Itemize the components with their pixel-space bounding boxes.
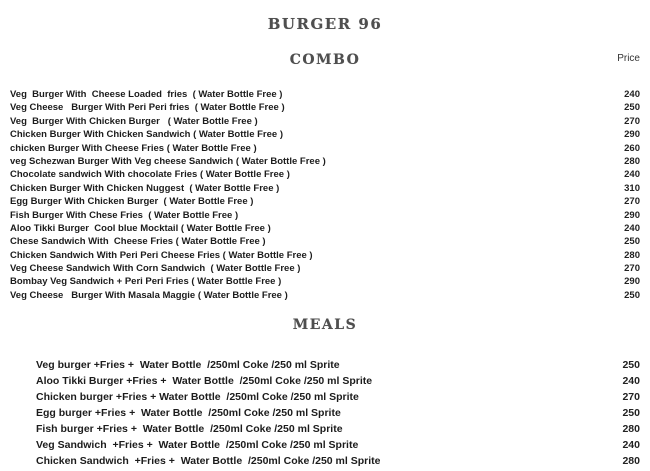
menu-item-name: Chese Sandwich With Cheese Fries ( Water Bottle Free ) <box>10 236 266 248</box>
menu-item-price: 250 <box>624 102 640 114</box>
menu-item-row <box>36 357 640 373</box>
menu-item-price: 280 <box>622 455 640 468</box>
menu-item-price: 280 <box>624 155 640 167</box>
menu-item-row <box>36 405 640 421</box>
menu-item-row <box>10 235 640 248</box>
menu-item-row <box>10 128 640 141</box>
menu-item-name: Egg Burger With Chicken Burger ( Water Bottle Free ) <box>10 196 254 208</box>
menu-item-price: 240 <box>624 89 640 100</box>
combo-item-list <box>0 88 650 302</box>
menu-item-name: Veg Sandwich +Fries + Water Bottle /250ml Coke /250 ml Sprite <box>36 439 359 452</box>
menu-item-row <box>10 262 640 275</box>
menu-item-row <box>36 437 640 453</box>
menu-item-price: 250 <box>622 407 640 420</box>
menu-item-price: 290 <box>624 276 640 288</box>
menu-item-price: 240 <box>622 375 640 388</box>
combo-section-header <box>0 52 650 68</box>
menu-item-name: Fish burger +Fries + Water Bottle /250ml Coke /250 ml Sprite <box>36 423 343 436</box>
menu-item-row <box>10 222 640 235</box>
menu-item-price: 250 <box>624 289 640 301</box>
menu-item-row <box>10 155 640 168</box>
meals-section-heading: MEALS <box>292 317 358 334</box>
page-title: BURGER 96 <box>267 15 383 33</box>
menu-item-price: 260 <box>624 142 640 154</box>
menu-item-row <box>10 289 640 302</box>
menu-item-name: Fish Burger With Chese Fries ( Water Bottle Free ) <box>10 209 239 221</box>
menu-item-price: 270 <box>624 196 640 208</box>
menu-item-row <box>36 453 640 469</box>
menu-item-price: 280 <box>624 249 640 261</box>
menu-item-price: 290 <box>624 129 640 141</box>
menu-item-row <box>10 142 640 155</box>
menu-item-name: veg Schezwan Burger With Veg cheese Sandwich ( Water Bottle Free ) <box>10 155 326 167</box>
meals-item-list <box>0 357 650 469</box>
menu-item-price: 240 <box>624 222 640 234</box>
menu-item-name: Chicken Sandwich +Fries + Water Bottle /250ml Coke /250 ml Sprite <box>36 455 381 468</box>
menu-item-name: Veg Burger With Chicken Burger ( Water Bottle Free ) <box>10 115 258 127</box>
menu-item-row <box>36 421 640 437</box>
menu-item-row <box>10 249 640 262</box>
menu-item-name: Veg Cheese Burger With Peri Peri fries ( Water Bottle Free ) <box>10 102 285 114</box>
menu-item-name: Egg burger +Fries + Water Bottle /250ml Coke /250 ml Sprite <box>36 407 341 420</box>
menu-item-name: Chicken Burger With Chicken Nuggest ( Water Bottle Free ) <box>10 182 280 194</box>
menu-item-row <box>10 195 640 208</box>
menu-item-name: Aloo Tikki Burger +Fries + Water Bottle /250ml Coke /250 ml Sprite <box>36 375 373 388</box>
menu-item-name: Bombay Veg Sandwich + Peri Peri Fries ( Water Bottle Free ) <box>10 276 282 288</box>
combo-section-heading: COMBO <box>289 52 361 68</box>
menu-item-price: 290 <box>624 209 640 221</box>
menu-item-row <box>10 182 640 195</box>
menu-item-price: 310 <box>624 182 640 194</box>
menu-item-name: Veg Burger With Cheese Loaded fries ( Water Bottle Free ) <box>10 89 283 100</box>
menu-item-row <box>10 88 640 101</box>
menu-item-row <box>36 389 640 405</box>
menu-item-price: 280 <box>622 423 640 436</box>
menu-item-price: 250 <box>624 236 640 248</box>
menu-item-row <box>10 101 640 114</box>
menu-item-price: 250 <box>622 359 640 372</box>
menu-item-row <box>10 168 640 181</box>
menu-item-row <box>36 373 640 389</box>
menu-item-row <box>10 209 640 222</box>
price-column-header: Price <box>617 53 640 64</box>
menu-item-row <box>10 115 640 128</box>
menu-item-price: 270 <box>624 263 640 275</box>
menu-item-name: Chicken burger +Fries + Water Bottle /250ml Coke /250 ml Sprite <box>36 391 359 404</box>
menu-item-name: Veg Cheese Sandwich With Corn Sandwich ( Water Bottle Free ) <box>10 263 301 275</box>
menu-item-name: Aloo Tikki Burger Cool blue Mocktail ( Water Bottle Free ) <box>10 222 271 234</box>
menu-item-name: Chocolate sandwich With chocolate Fries ( Water Bottle Free ) <box>10 169 290 181</box>
menu-item-price: 270 <box>624 115 640 127</box>
menu-item-name: Chicken Burger With Chicken Sandwich ( Water Bottle Free ) <box>10 129 283 141</box>
menu-item-row <box>10 275 640 288</box>
menu-item-price: 240 <box>624 169 640 181</box>
menu-item-price: 240 <box>622 439 640 452</box>
menu-item-price: 270 <box>622 391 640 404</box>
menu-item-name: Veg burger +Fries + Water Bottle /250ml Coke /250 ml Sprite <box>36 359 340 372</box>
menu-item-name: chicken Burger With Cheese Fries ( Water Bottle Free ) <box>10 142 257 154</box>
menu-item-name: Veg Cheese Burger With Masala Maggie ( Water Bottle Free ) <box>10 289 288 301</box>
menu-item-name: Chicken Sandwich With Peri Peri Cheese Fries ( Water Bottle Free ) <box>10 249 313 261</box>
